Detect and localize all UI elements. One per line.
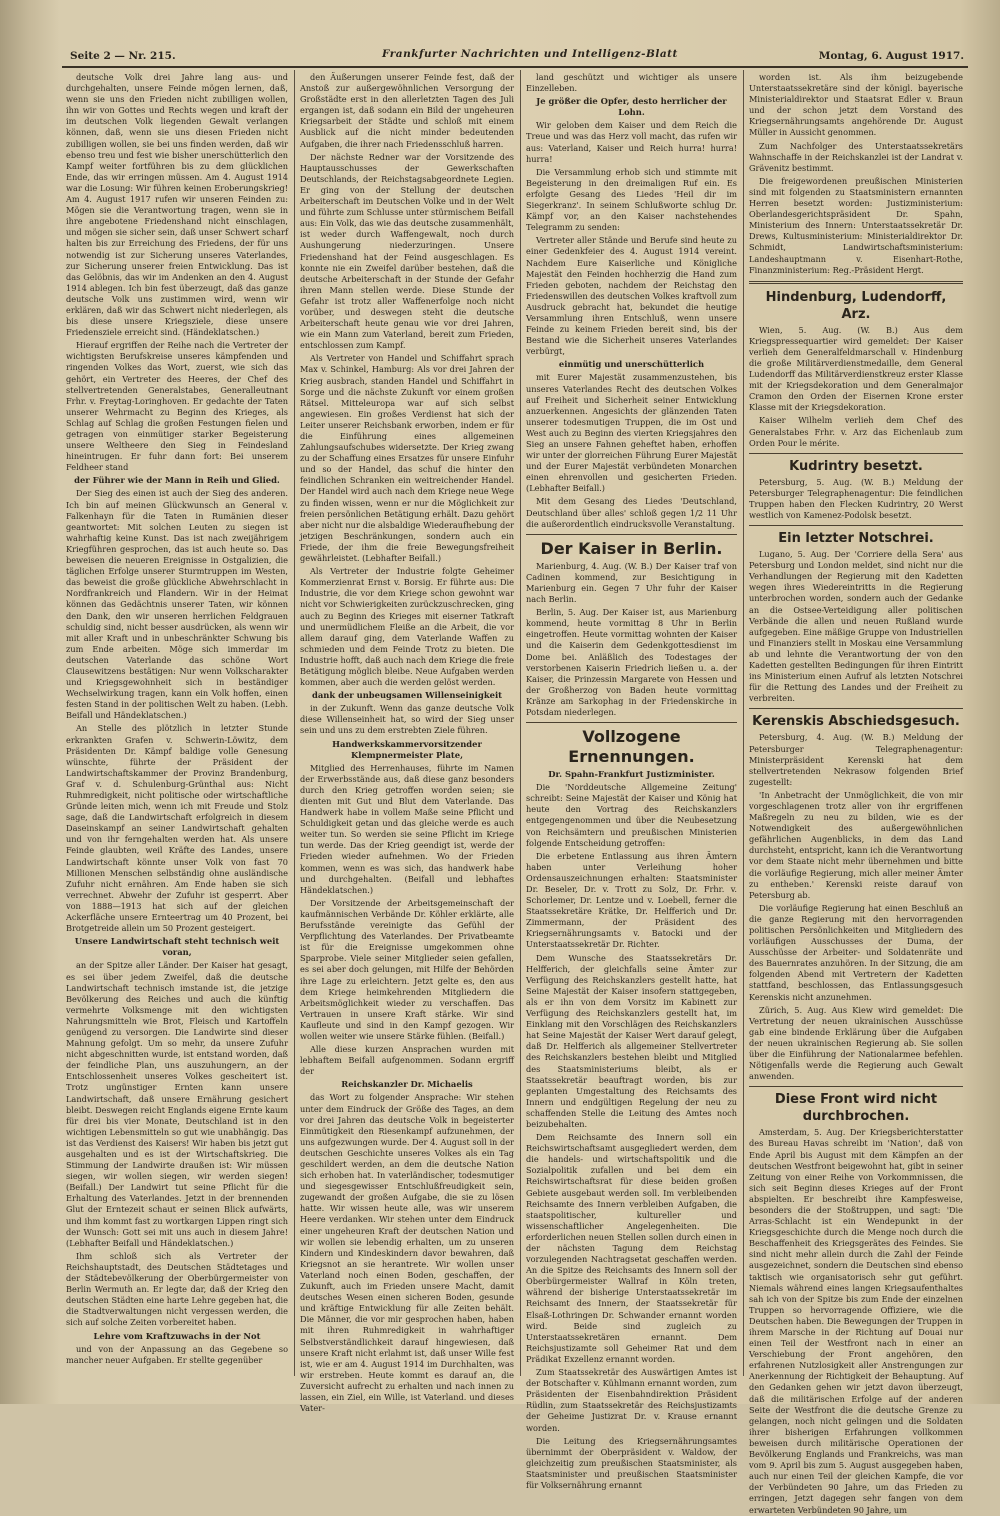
masthead-title: Frankfurter Nachrichten und Intelligenz-Blatt xyxy=(382,48,678,60)
paragraph: mit Eurer Majestät zusammenzustehen, bis unseres Vaterlandes Recht des deutschen Volkes auf Freiheit und Sicherheit seiner Entwicklung anzuerkennen. Angesichts der glänzenden Taten unserer todesmutigen Truppen, die im Ost und West auch zu Beginn des vierten Kriegsjahres den Sieg an unsere Fahnen geheftet haben, erhoffen wir unter der glorreichen Führung Eurer Majestät und der Eurer Majestät verbündeten Monarchen einen ehrenvollen und gesicherten Frieden. (Lebhafter Beifall.) xyxy=(526,372,737,494)
subheading: Je größer die Opfer, desto herrlicher der Lohn. xyxy=(536,96,727,118)
paragraph: Als Vertreter der Industrie folgte Geheimer Kommerzienrat Ernst v. Borsig. Er führte aus: Die Industrie, die vor dem Kriege schon gewohnt war nicht vor Schwierigkeiten zurückzuschrecken, ging auch zu Beginn des Krieges mit eiserner Tatkraft und unermüdlichem Fleiße an die Arbeit, die vor allem darauf ging, dem Vaterlande Waffen zu schmieden und dem Feinde Trotz zu bieten. Die Industrie hofft, daß auch nach dem Kriege die freie Betätigung möglich bleibe. Neue Aufgaben werden kommen, aber auch die werden gelöst werden. xyxy=(300,566,514,688)
column-rule xyxy=(743,70,744,1376)
paragraph: Die Versammlung erhob sich und stimmte mit Begeisterung in den dreimaligen Ruf ein. Es erfolgte Gesang des Liedes 'Heil dir im Siegerkranz'. In seinem Schlußworte schlug Dr. Kämpf vor, an den Kaiser nachstehendes Telegramm zu senden: xyxy=(526,166,737,233)
paragraph: Die 'Norddeutsche Allgemeine Zeitung' schreibt: Seine Majestät der Kaiser und König hat heute den Vortrag des Reichskanzlers entgegengenommen und über die Neubesetzung von Reichsämtern und preußischen Ministerien folgende Entscheidung getroffen: xyxy=(526,782,737,848)
column-rule xyxy=(294,70,295,1376)
subheading: Lehre vom Kraftzuwachs in der Not xyxy=(93,1330,261,1341)
paragraph: An Stelle des plötzlich in letzter Stunde erkrankten Grafen v. Schwerin-Löwitz, dem Präsidenten Dr. Kämpf baldige volle Genesung wünschte, führte der Präsident der Landwirtschaftskammer der Provinz Brandenburg, Graf v. d. Schulenburg-Grünthal aus: Nicht Ruhmredigkeit, nicht politische oder wirtschaftliche Gründe leiten mich, wenn ich mit Freude und Stolz sage, daß die Landwirtschaft erfolgreich in diesem Daseinskampf an seiner Landwirtschaft gehalten und von ihr ferngehalten werden hat. Als unsere Feinde glaubten, weil Kräfte des Landes, unsere Landwirtschaft könnte unser Volk von fast 70 Millionen Menschen selbständig ohne ausländische Zufuhr nicht ernähren. Am Ende haben sie sich verrechnet. Abwehr der Zufuhr ist gesperrt. Aber von 1888—1913 hat sich auf der gleichen Ackerfläche unsere Ernteertrag um 40 Prozent, bei Brotgetreide allein um 50 Prozent gesteigert. xyxy=(66,723,288,934)
paragraph: Als Vertreter von Handel und Schiffahrt sprach Max v. Schinkel, Hamburg: Als vor drei Jahren der Krieg ausbrach, standen Handel und Schiffahrt in Sorge und die nächste Zukunft vor einem großen Rätsel. Mitteleuropa war auf sich selbst angewiesen. Ein großes Verdienst hat sich der Leiter unserer Reichsbank erworben, indem er für die Einführung eines allgemeinen Zahlungsaufschubes widersetzte. Der Krieg zwang zu der Schaffung eines Ersatzes für unsere Einfuhr und so der Handel, das schuf die hinter den feindlichen Schranken ein weitreichender Handel. Der Handel wird auch nach dem Kriege neue Wege zu finden wissen, wenn er nur die Möglichkeit zur freien persönlichen Betätigung erhält. Dazu gehört aber nicht nur die alsbaldige Wiederaufhebung der jetzigen Beschränkungen, sondern auch ein Friede, der ihm die freie Bewegungsfreiheit gewährleistet. (Lebhafter Beifall.) xyxy=(300,353,514,564)
paragraph: Amsterdam, 5. Aug. Der Kriegsberichterstatter des Bureau Havas schreibt im 'Nation', daß von Ende April bis August mit dem Kämpfen an der deutschen Westfront beigewohnt hat, gibt in seiner Zeitung von einer Reihe von Vorkommnissen, die sich seit Beginn dieses Krieges auf der Front abspielten. Er beschreibt ihre Kampfesweise, besonders die der Stoßtruppen, und sagt: 'Die Arras-Schlacht ist ein Wendepunkt in der Kriegsgeschichte durch die Menge noch durch die Beschaffenheit des Kriegsgerätes des Feindes. Sie sind nicht mehr allein durch die Zahl der Feinde ausgezeichnet, sondern die Deutschen sind ebenso taktisch wie organisatorisch sehr gut geführt. Niemals während eines langen Kriegsaufenthaltes sah ich von der Spitze bis zum Ende der einzelnen Truppen so hervorragende Offiziere, wie die Deutschen haben. Die Bewegungen der Truppen in ihrem Marsche in der Richtung auf Douai nur einen Teil der Westfront nach in einer an Verschiebung der Front angehören, den erfahrenen Nutzlosigkeit aller Anstrengungen zur Anerkennung der Richtigkeit der Behauptung. Auf den Gedanken gehen wir jetzt davon überzeugt, daß die militärischen Erfolge auf der anderen Seite der Westfront die die deutsche Grenze zu gelangen, noch nicht gelingen und die Soldaten ihrer bisherigen Erfahrungen vollkommen beweisen durch militärische Operationen der Bevölkerung Englands und Frankreichs, was man vom 9. April bis zum 5. August ausgegeben haben, auch nur einen Teil der gleichen Kampfe, die vor der Verbündeten 90 Jahre, um das Frieden zu erringen, Jetzt dagegen sehr fangen von dem erwarteten Verbündeten 90 Jahre, um xyxy=(749,1127,963,1515)
paragraph: Vertreter aller Stände und Berufe sind heute zu einer Gedenkfeier des 4. August 1914 vereint. Nachdem Eure Kaiserliche und Königliche Majestät den Feinden hochherzig die Hand zum Frieden geboten, nachdem der Reichstag den Friedenswillen des deutschen Volkes kraftvoll zum Ausdruck gebracht hat, bekundet die heutige Versammlung ihren Entschluß, wenn unsere Feinde zu keinem Frieden bereit sind, bis der Bestand wie die Sicherheit unseres Vaterlandes verbürgt, xyxy=(526,235,737,357)
paragraph: Die Leitung des Kriegsernährungsamtes übernimmt der Oberpräsident v. Waldow, der gleichzeitig zum preußischen Staatsminister, als Staatsminister und preußischen Staatsminister für Volksernährung ernannt xyxy=(526,1435,737,1490)
paragraph: Ihm schloß sich als Vertreter der Reichshauptstadt, des Deutschen Städtetages und der Städtebevölkerung der Oberbürgermeister von Berlin Wermuth an. Er legte dar, daß der Krieg den deutschen Städten eine harte Lehre gegeben hat, die die Stadtverwaltungen nicht vergessen werden, die sich auf solche Zeiten vorbereitet haben. xyxy=(66,1250,288,1328)
paragraph: den Äußerungen unserer Feinde fest, daß der Anstoß zur außergewöhnlichen Versorgung der Großstädte erst in den allerletzten Tagen des Juli ergangen ist, daß sodann ein Bild der ungeheuren Kriegsarbeit der Städte und schloß mit einem Ausblick auf die nicht minder bedeutenden Aufgaben, die ihrer nach Friedensschluß harren. xyxy=(300,72,514,149)
page-header xyxy=(62,44,968,68)
subheading: Handwerkskammervorsitzender Klempnermeister Plate, xyxy=(332,738,482,760)
subheading: dank der unbeugsamen Willenseinigkeit xyxy=(312,690,502,701)
paragraph: Kaiser Wilhelm verlieh dem Chef des Generalstabes Frhr. v. Arz das Eichenlaub zum Orden Pour le mérite. xyxy=(749,415,963,448)
headline: Der Kaiser in Berlin. xyxy=(540,538,723,558)
paragraph: Wir geloben dem Kaiser und dem Reich die Treue und was das Herz voll macht, das rufen wir aus: Vaterland, Kaiser und Reich hurra! hurra! hurra! xyxy=(526,120,737,164)
paragraph: land geschützt und wichtiger als unsere Einzelleben. xyxy=(526,72,737,94)
paragraph: Zürich, 5. Aug. Aus Kiew wird gemeldet: Die Vertretung der neuen ukrainischen Ausschüsse gab eine bindende Erklärung über die Aufgaben der neuen ukrainischen Regierung ab. Sie sollen über die Einführung der Nationalarmee befehlen. Nötigenfalls werde die Regierung auch Gewalt anwenden. xyxy=(749,1004,963,1082)
paragraph: Wien, 5. Aug. (W. B.) Aus dem Kriegspressequartier wird gemeldet: Der Kaiser verlieh dem Generalfeldmarschall v. Hindenburg die große Militärverdienstmedaille, dem General Ludendorff das Militärverdienstkreuz erster Klasse mit der Kriegsdekoration und dem Generalmajor Cramon den Orden der Eisernen Krone erster Klasse mit der Kriegsdekoration. xyxy=(749,324,963,413)
headline: Kudrintry besetzt. xyxy=(789,458,923,474)
paragraph: in der Zukunft. Wenn das ganze deutsche Volk diese Willenseinheit hat, so wird der Sieg unser sein und uns zu dem erstrebten Ziele führen. xyxy=(300,703,514,736)
paragraph: Zum Staatssekretär des Auswärtigen Amtes ist der Botschafter v. Kühlmann ernannt worden, zum Präsidenten der Eisenbahndirektion Präsident Rüdlin, zum Staatssekretär des Reichsjustizamts der Geheime Justizrat Dr. v. Krause ernannt worden. xyxy=(526,1367,737,1433)
column-rule xyxy=(520,70,521,1376)
paragraph: Mit dem Gesang des Liedes 'Deutschland, Deutschland über alles' schloß gegen 1/2 11 Uhr die außerordentlich eindrucksvolle Veranstaltung. xyxy=(526,496,737,529)
paragraph: Zum Nachfolger des Unterstaatssekretärs Wahnschaffe in der Reichskanzlei ist der Landrat v. Grävenitz bestimmt. xyxy=(749,140,963,173)
page-number: Seite 2 — Nr. 215. xyxy=(70,50,176,62)
divider xyxy=(749,1086,963,1087)
divider xyxy=(526,534,737,535)
subheading: der Führer wie der Mann in Reih und Glied. xyxy=(74,475,280,486)
column-3 xyxy=(526,72,737,1490)
subheading: einmütig und unerschütterlich xyxy=(558,359,705,370)
headline: Hindenburg, Ludendorff, Arz. xyxy=(765,289,947,322)
headline: Vollzogene Ernennungen. xyxy=(568,727,695,767)
paragraph: worden ist. Als ihm beizugebende Unterstaatssekretäre sind der königl. bayerische Ministerialdirektor und Staatsrat Edler v. Braun und der schon jetzt dem Vorstand des Kriegsernährungsamts angehörende Dr. August Müller in Aussicht genommen. xyxy=(749,72,963,138)
column-1 xyxy=(66,72,288,1372)
subheading: Dr. Spahn-Frankfurt Justizminister. xyxy=(548,769,715,780)
headline: Diese Front wird nicht durchbrochen. xyxy=(774,1092,938,1125)
divider xyxy=(749,708,963,709)
paragraph: Petersburg, 5. Aug. (W. B.) Meldung der Petersburger Telegraphenagentur: Die feindlichen Truppen haben den Flecken Kudrintry, 20 Werst westlich von Kamenez-Podolsk besetzt. xyxy=(749,476,963,520)
headline: Ein letzter Notschrei. xyxy=(778,531,934,547)
paragraph: Berlin, 5. Aug. Der Kaiser ist, aus Marienburg kommend, heute vormittag 8 Uhr in Berlin eingetroffen. Heute vormittag wohnten der Kaiser und die Kaiserin dem Gedenkgottesdienst im Dome bei. Anläßlich des Todestages der verstorbenen Kaiserin Friedrich ließen u. a. der Kaiser, die Prinzessin Margarete von Hessen und der Großherzog von Baden heute vormittag Kränze am Sarkophag in der Friedenskirche in Potsdam niederlegen. xyxy=(526,607,737,717)
subheading: Unsere Landwirtschaft steht technisch weit voran, xyxy=(74,936,280,958)
paragraph: Der nächste Redner war der Vorsitzende des Hauptausschusses der Gewerkschaften Deutschlands, der Reichstagsabgeordnete Legien. Er ging von der Stellung der deutschen Arbeiterschaft im Deutschen Volke und in der Welt und führte zum Schlusse unter stürmischem Beifall aus: Ein Volk, das wie das deutsche zusammenhält, ist weder durch Waffengewalt, noch durch Aushungerung niederzuringen. Unsere Friedenshand hat der Feind ausgeschlagen. Es konnte nie ein Zweifel darüber bestehen, daß die deutsche Arbeiterschaft in der Stunde der Gefahr ihren Mann stellen werde. Diese Stunde der Gefahr ist trotz aller Waffenerfolge noch nicht vorüber, und deswegen steht die deutsche Arbeiterschaft heute genau wie vor drei Jahren, wie ein Mann zum Vaterland, bereit zum Frieden, entschlossen zum Kampf. xyxy=(300,151,514,351)
paragraph: Die erbetene Entlassung aus ihren Ämtern haben unter Verleihung hoher Ordensauszeichnungen erhalten: Staatsminister Dr. Beseler, Dr. v. Trott zu Solz, Dr. Frhr. v. Schorlemer, Dr. Lentze und v. Loebell, ferner die Staatssekretäre Krätke, Dr. Helfferich und Dr. Zimmermann, der Präsident des Kriegsernährungsamts v. Batocki und der Unterstaatssekretär Dr. Richter. xyxy=(526,850,737,950)
paragraph: Die vorläufige Regierung hat einen Beschluß an die ganze Regierung mit den hervorragenden politischen Persönlichkeiten und Mitgliedern des vorläufigen Ausschusses der Duma, der Ausschüsse der Arbeiter- und Soldatenräte und des Bauernrates anzuhören. In der Sitzung, die am folgenden Abend mit Vertretern der Kadetten stattfand, beschlossen, das Entlassungsgesuch Kerenskis nicht anzunehmen. xyxy=(749,902,963,1002)
paragraph: das Wort zu folgender Ansprache: Wir stehen unter dem Eindruck der Größe des Tages, an dem vor drei Jahren das deutsche Volk in begeisterter Einmütigkeit den Riesenkampf aufzunehmen, der uns aufgezwungen wurde. Der 4. August soll in der deutschen Geschichte unseres Volkes als ein Tag geschildert werden, an dem die deutsche Nation sich erhoben hat. In vaterländischer, todesmutiger und siegesgewisser Entschlußfreudigkeit sein, zugewandt der großen Aufgabe, die sie zu lösen hatte. Wir wissen heute alle, was wir unserem Heere verdanken. Wir stehen unter dem Eindruck einer ungeheuren Kraft der deutschen Nation und wir wollen sie lebendig erhalten, um zu unseren Kindern und Kindeskindern davor bewahren, daß Kriegsnot an sie herantrete. Wir wollen unser Vaterland noch einen Boden, geschaffen, der Zukunft, auch im Frieden unsere Macht, damit deutsches Wesen einen sicheren Boden, gesunde und kräftige Entwicklung für alle Zeiten behält. Die Männer, die vor mir gesprochen haben, haben mit ihren Ruhmredigkeit in wahrhaftiger Selbstverständlichkeit darauf hingewiesen, daß unsere Kraft nicht erlahmt ist, daß unser Wille fest ist, wie er am 4. August 1914 im Durchhalten, was wir erstreben. Heute kommt es darauf an, die Zuversicht aufrecht zu erhalten und nach innen zu lassen, ein Ziel, ein Wille, ist Vaterland. und dieses Vater- xyxy=(300,1092,514,1414)
paragraph: Petersburg, 4. Aug. (W. B.) Meldung der Petersburger Telegraphenagentur: Ministerpräsident Kerenski hat dem stellvertretenden Nekrasow folgenden Brief zugestellt: xyxy=(749,732,963,787)
divider xyxy=(749,281,963,284)
divider xyxy=(749,525,963,526)
divider xyxy=(526,722,737,723)
paragraph: Dem Reichsamte des Innern soll ein Reichswirtschaftsamt ausgegliedert werden, dem die handels- und wirtschaftspolitik und die Sozialpolitik zufallen und bei dem ein Reichswirtschaftsrat für diese beiden großen Gebiete ausgebaut werden soll. Im verbleibenden Reichsamte des Innern verbleiben Aufgaben, die staatspolitischer, kultureller und wissenschaftlicher Angelegenheiten. Die erforderlichen neuen Stellen sollen durch einen in der nächsten Tagung dem Reichstag vorzulegenden Nachtragsetat geschaffen werden. An die Spitze des Reichsamts des Innern soll der Oberbürgermeister Wallraf in Köln treten, während der bisherige Unterstaatssekretär im Reichsamt des Innern, der Staatssekretär für Elsaß-Lothringen Dr. Schwander ernannt worden wird. Beide sind zugleich zu Unterstaatssekretären ernannt. Dem Reichsjustizamte soll Geheimer Rat und dem Prädikat Exzellenz ernannt worden. xyxy=(526,1132,737,1364)
paragraph: Alle diese kurzen Ansprachen wurden mit lebhaftem Beifall aufgenommen. Sodann ergriff der xyxy=(300,1044,514,1077)
issue-date: Montag, 6. August 1917. xyxy=(818,50,964,62)
paragraph: 'In Anbetracht der Unmöglichkeit, die von mir vorgeschlagenen trotz aller von ihr ergriffenen Maßregeln zu neu zu bilden, wie es der Notwendigkeit des außergewöhnlichen gefährlichen Augenblicks, in dem das Land durchsteht, entspricht, kann ich die Verantwortung vor dem Staate nicht mehr übernehmen und bitte die vorläufige Regierung, mich aller meiner Ämter zu entheben.' Kerenski reiste darauf von Petersburg ab. xyxy=(749,789,963,900)
page-binding-shadow xyxy=(0,0,60,1404)
paragraph: Der Vorsitzende der Arbeitsgemeinschaft der kaufmännischen Verbände Dr. Köhler erklärte, alle Berufsstände vereinigte das Gefühl der Verpflichtung des Vaterlandes. Der Privatbeamte ist für die Ereignisse umgekommen ohne Sparprobe. Viele seiner Mitglieder seien gefallen, es sei aber doch gelungen, mit Hilfe der Behörden ihre Lage zu erleichtern. Jetzt gelte es, den aus dem Kriege heimkehrenden Mitgliedern die Arbeitsmöglichkeit wieder zu verschaffen. Das Vertrauen in unsere Kraft stärke. Wir sind Kaufleute und sind in den Kampf gezogen. Wir wollen weiter wie unsere Stärke fühlen. (Beifall.) xyxy=(300,897,514,1041)
paragraph: Mitglied des Herrenhauses, führte im Namen der Erwerbsstände aus, daß diese ganz besonders durch den Krieg getroffen worden seien; sie dienten mit Gut und Blut dem Vaterlande. Das Handwerk habe in vollem Maße seine Pflicht und Schuldigkeit getan und das gleiche werde es auch weiter tun. So werden sie seine Pflicht im Kriege tun werde. Das der Krieg geendigt ist, werde der Frieden wieder aufnehmen. Wo der Frieden kommen, wenn es was sich, das handwerk habe und durchgehalten. (Beifall und lebhaftes Händeklatschen.) xyxy=(300,762,514,895)
paragraph: und von der Anpassung an das Gegebene so mancher neuer Aufgaben. Er stellte gegenüber xyxy=(66,1343,288,1365)
paragraph: Marienburg, 4. Aug. (W. B.) Der Kaiser traf von Cadinen kommend, zur Besichtigung in Marienburg ein. Gegen 7 Uhr fuhr der Kaiser nach Berlin. xyxy=(526,560,737,605)
subheading: Reichskanzler Dr. Michaelis xyxy=(341,1079,473,1090)
paragraph: Hierauf ergriffen der Reihe nach die Vertreter der wichtigsten Berufskreise unseres kämpfenden und ringenden Volkes das Wort, zuerst, wie sich das gehört, ein Vertreter des Heeres, der Chef des stellvertretenden Generalstabes, Generalleutnant Frhr. v. Freytag-Loringhoven. Er gedachte der Taten unserer Wehrmacht zu Beginn des Krieges, als Schlag auf Schlag die großen Festungen fielen und getragen von einmütiger starker Begeisterung unsere Weltheere den Sieg in Feindesland hineintrugen. Er fuhr dann fort: Bei unserem Feldheer stand xyxy=(66,340,288,473)
paragraph: Lugano, 5. Aug. Der 'Corriere della Sera' aus Petersburg und London meldet, sind nicht nur die Verhandlungen der Regierung mit den Kadetten wegen ihres Wiedereintritts in die Regierung unterbrochen worden, sondern auch der Gedanke an die Ostsee-Verteidigung aller politischen Verbände die allen und neuen Rußland wurde aufgegeben. Eine mäßige Gruppe von Industriellen und Finanziers stellt in Moskau eine Versammlung ab und lehnte die Verantwortung der von den Kadetten gestellten Bedingungen für ihren Eintritt ins Ministerium einen Aufruf als letzten Notschrei für die Rettung des Landes und der Freiheit zu verbreiten. xyxy=(749,549,963,704)
paragraph: deutsche Volk drei Jahre lang aus- und durchgehalten, unsere Feinde mögen lernen, daß, wenn sie uns den Frieden nicht zubilligen wollen, ihn wir von Gottes und Rechts wegen und kraft der im deutschen Volk liegenden Gewalt verlangen können, daß, wenn sie uns diesen Frieden nicht zubilligen wollen, sie bei uns finden werden, daß wir ebenso treu und fest wie bisher unerschütterlich den Kampf weiter fortführen bis zu dem glücklichen Ende, das wir erringen müssen. Am 4. August 1914 war die Losung: Wir führen keinen Eroberungskrieg! Am 4. August 1917 rufen wir unseren Feinden zu: Mögen sie die Verantwortung tragen, wenn sie in ihre angebotene Friedenshand nicht einschlagen, und mögen sie sicher sein, daß unser Schwert scharf halten bis zur Erreichung des Friedens, der für uns notwendig ist zur Sicherung unseres Vaterlandes, zur Sicherung unserer freien Entwicklung. Das ist das Gelöbnis, das wir im Andenken an den 4. August 1914 ablegen. Ich bin fest überzeugt, daß das ganze deutsche Volk uns zustimmen wird, wenn wir erklären, daß wir das Schwert nicht niederlegen, als bis diese unsere Kriegsziele, diese unsere Friedensziele erreicht sind. (Händeklatschen.) xyxy=(66,72,288,338)
headline: Kerenskis Abschiedsgesuch. xyxy=(752,714,960,730)
paragraph: Dem Wunsche des Staatssekretärs Dr. Helfferich, der gleichfalls seine Ämter zur Verfügung des Reichskanzlers gestellt hatte, hat Seine Majestät der Kaiser insofern stattgegeben, als er ihn von dem Vorsitz im Kabinett zur Verfügung des Reichskanzlers gestellt hat, im Einklang mit den Vorschlägen des Reichskanzlers hat Seine Majestät der Kaiser Wert darauf gelegt, daß Dr. Helfferich als allgemeiner Stellvertreter des Reichskanzlers bestehen bleibt und Mitglied des Staatsministeriums bleibt, als er Staatssekretär beauftragt worden, bis zur geplanten Umgestaltung des Reichsamts des Innern und endgültigen Regelung der neu zu schaffenden Stelle die Leitung des Amtes noch beizubehalten. xyxy=(526,952,737,1129)
paragraph: Der Sieg des einen ist auch der Sieg des anderen. Ich bin auf meinen Glückwunsch an General v. Falkenhayn für die Taten in Rumänien dieser geantwortet: Mit solchen Leuten zu siegen ist wahrhaftig keine Kunst. Das ist nach zweijährigem Kriegführen gesprochen, das ist auch heute so. Das beweisen die neueren Ereignisse in Ostgalizien, die täglichen Erfolge unserer Sturmtruppen im Westen, das beweist die große glückliche Abwehrschlacht in Nordfrankreich und Flandern. Wir in der Heimat können das Gedächtnis unserer Taten, wir können den Dank, den wir unseren herrlichen Feldgrauen schuldig sind, nicht besser ausdrücken, als wenn wir mit aller Kraft und in unbeschränkter Schwung bis zum Ende arbeiten. Möge sich immerdar im deutschen Vaterlande das schöne Wort Clausewitzens bestätigen: Nur wenn Volkscharakter und Kriegsgewohnheit sich in beständiger Wechselwirkung tragen, kann ein Volk hoffen, einen festen Stand in der politischen Welt zu haben. (Lebh. Beifall und Händeklatschen.) xyxy=(66,488,288,721)
column-4 xyxy=(749,72,963,1515)
column-2 xyxy=(300,72,514,1414)
paragraph: an der Spitze aller Länder. Der Kaiser hat gesagt, es sei über jedem Zweifel, daß die deutsche Landwirtschaft technisch imstande ist, die jetzige Bevölkerung des Reiches und auch die künftig vermehrte Volksmenge mit den wichtigsten Nahrungsmitteln wie Brot, Fleisch und Kartoffeln genügend zu versorgen. Die Landwirte sind dieser Mahnung gefolgt. Um so mehr, da unsere Zufuhr nicht abgeschnitten wurde, ist entstand worden, daß der feindliche Plan, uns auszuhungern, an der Entschlossenheit unseres Volkes gescheitert ist. Trotz ungünstiger Ernten kann unsere Landwirtschaft, daß unsere Ernährung gesichert bleibt. Deswegen reicht Englands eigene Ernte kaum für drei bis vier Monate, Deutschland ist in den wichtigen Lebensmitteln so gut wie unabhängig. Das ist das Verdienst des Kaisers! Wir haben bis jetzt gut ausgehalten und es ist der Wirtschaftskrieg. Die Stimmung der Landwirte draußen ist: Wir müssen siegen, wir wollen siegen, wir werden siegen! (Beifall.) Der Landwirt tut seine Pflicht für die Erhaltung des Vaterlandes. Jetzt in der brennenden Glut der Erntezeit schaut er seinen Blick aufwärts, und ihm kommt fast zu wortkargen Lippen ringt sich der Wunsch: Gott sei mit uns auch in diesem Jahre! (Lebhafter Beifall und Händeklatschen.) xyxy=(66,960,288,1248)
divider xyxy=(749,453,963,454)
paragraph: Die freigewordenen preußischen Ministerien sind mit folgenden zu Staatsministern ernannten Herren besetzt worden: Justizministerium: Oberlandesgerichtspräsident Dr. Spahn, Ministerium des Innern: Unterstaatssekretär Dr. Drews, Kultusministerium: Ministerialdirektor Dr. Schmidt, Landwirtschaftsministerium: Landeshauptmann v. Eisenhart-Rothe, Finanzministerium: Reg.-Präsident Hergt. xyxy=(749,175,963,275)
